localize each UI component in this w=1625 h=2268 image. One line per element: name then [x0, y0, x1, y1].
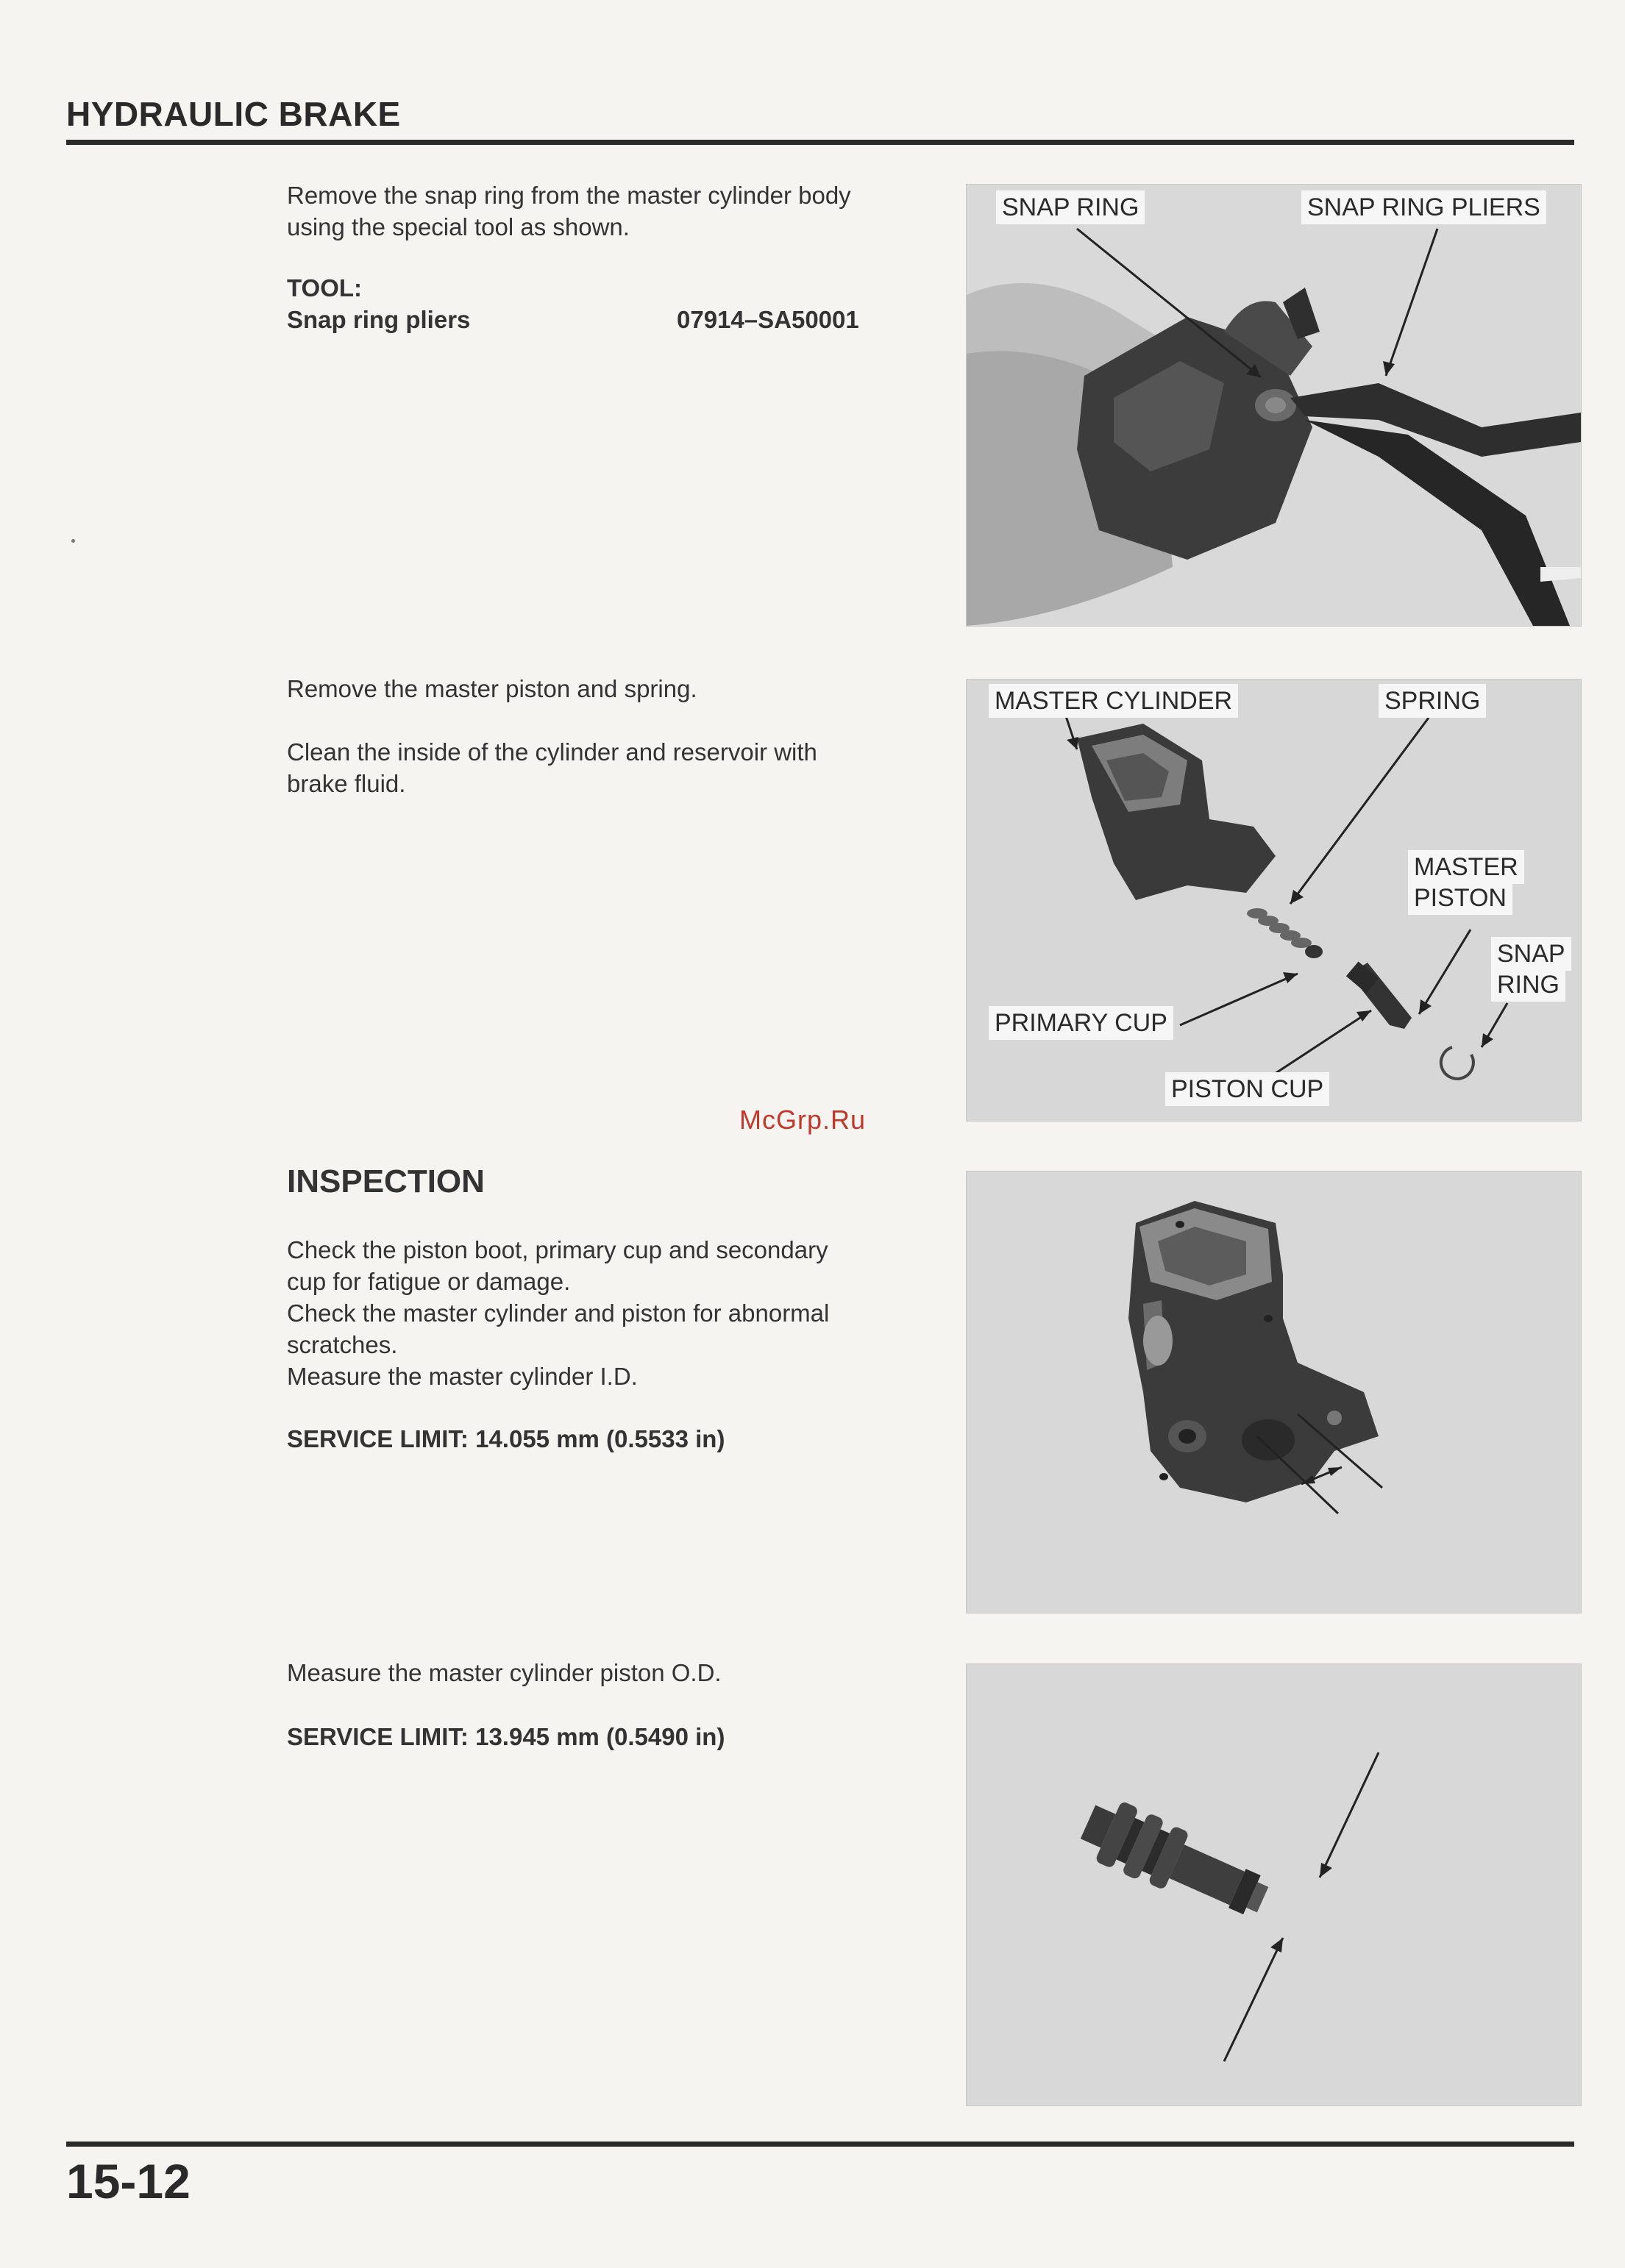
label-snap-ring-pliers: SNAP RING PLIERS [1301, 190, 1546, 224]
label-snap: SNAP [1491, 937, 1571, 971]
text-line: Measure the master cylinder I.D. [287, 1363, 638, 1390]
label-spring: SPRING [1379, 684, 1486, 718]
footer-rule [66, 2142, 1574, 2147]
text-line: Remove the snap ring from the master cylinder body [287, 182, 851, 209]
snap-ring-photo-illustration [967, 185, 1581, 626]
page-header-title: HYDRAULIC BRAKE [66, 95, 401, 133]
photo-cylinder-id-measurement [966, 1171, 1582, 1613]
label-snap-ring: SNAP RING [996, 190, 1145, 224]
text-line: using the special tool as shown. [287, 213, 630, 240]
photo-snap-ring-removal [966, 184, 1582, 627]
photo-disassembled-parts [966, 679, 1582, 1121]
tool-name: Snap ring pliers [287, 306, 471, 333]
photo-piston-od-measurement [966, 1663, 1582, 2106]
scan-speck [71, 539, 75, 543]
tool-label: TOOL: [287, 274, 363, 302]
text-line: scratches. [287, 1331, 398, 1358]
watermark-text: McGrp.Ru [739, 1105, 867, 1135]
label-piston-cup: PISTON CUP [1165, 1072, 1329, 1106]
cylinder-photo-illustration [967, 1172, 1581, 1613]
text-line: Check the piston boot, primary cup and secondary [287, 1236, 828, 1263]
service-limit-piston: SERVICE LIMIT: 13.945 mm (0.5490 in) [287, 1723, 725, 1750]
header-rule [66, 140, 1574, 145]
text-line: Check the master cylinder and piston for abnormal [287, 1299, 830, 1327]
service-limit-cylinder: SERVICE LIMIT: 14.055 mm (0.5533 in) [287, 1425, 725, 1452]
label-primary-cup: PRIMARY CUP [989, 1006, 1173, 1040]
label-master: MASTER [1408, 850, 1524, 884]
text-line: cup for fatigue or damage. [287, 1268, 571, 1295]
label-ring: RING [1491, 968, 1565, 1002]
text-line: Measure the master cylinder piston O.D. [287, 1659, 722, 1686]
section-heading-inspection: INSPECTION [287, 1163, 485, 1199]
text-line: brake fluid. [287, 770, 406, 797]
label-piston: PISTON [1408, 881, 1512, 915]
page-number: 15-12 [66, 2154, 191, 2208]
text-line: Remove the master piston and spring. [287, 675, 697, 702]
piston-photo-illustration [967, 1664, 1581, 2105]
text-line: Clean the inside of the cylinder and reservoir with [287, 738, 817, 766]
tool-number: 07914–SA50001 [677, 306, 859, 333]
label-master-cylinder: MASTER CYLINDER [989, 684, 1238, 718]
